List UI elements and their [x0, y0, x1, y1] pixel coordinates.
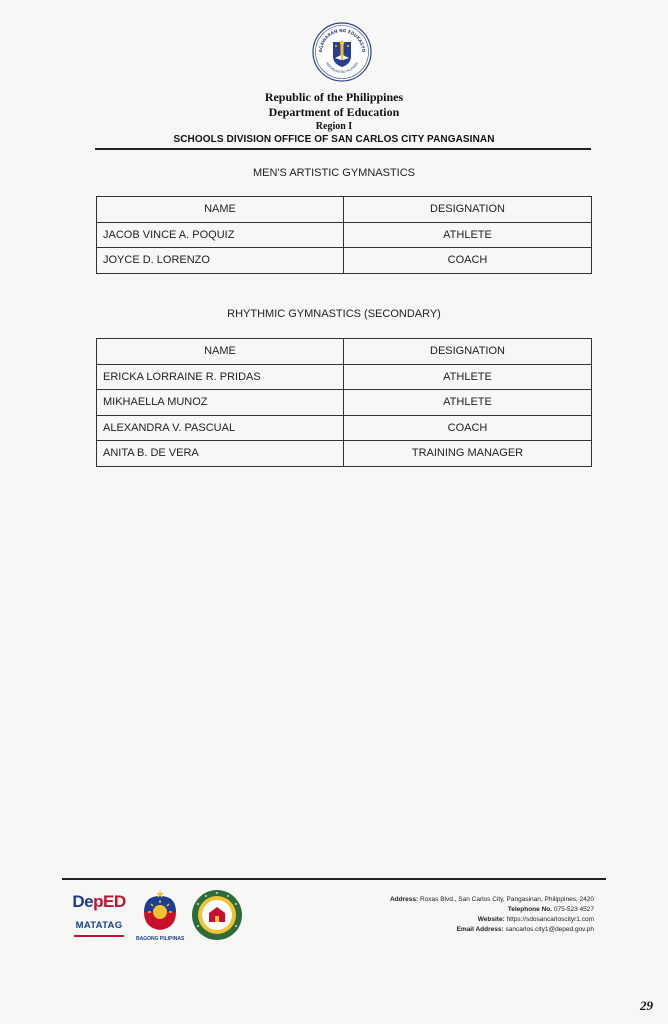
footer-divider [62, 878, 606, 880]
section-title: MEN'S ARTISTIC GYMNASTICS [252, 167, 416, 179]
table-row [97, 441, 592, 467]
website-line: Website: https://sdosancarloscityr1.com [477, 916, 594, 923]
column-header-designation: DESIGNATION [344, 197, 592, 223]
column-header-designation: DESIGNATION [344, 339, 592, 365]
contact-block [390, 895, 594, 935]
header-divider [95, 148, 591, 150]
deped-matatag-logo [68, 890, 130, 946]
section-title: RHYTHMIC GYMNASTICS (SECONDARY) [227, 308, 441, 320]
table-header-row [97, 339, 592, 365]
header-region: Region I [315, 121, 353, 132]
cell-designation: ATHLETE [344, 364, 592, 390]
header-republic: Republic of the Philippines [264, 90, 404, 104]
cell-designation: ATHLETE [344, 390, 592, 416]
header-department: Department of Education [268, 105, 400, 119]
svg-text:REPUBLIKA NG PILIPINAS: REPUBLIKA NG PILIPINAS [324, 61, 360, 75]
table-row [97, 364, 592, 390]
bagong-pilipinas-caption: BAGONG PILIPINAS [136, 936, 185, 942]
deped-seal-icon [312, 22, 372, 82]
cell-designation: ATHLETE [344, 222, 592, 248]
deped-underline [74, 935, 124, 937]
matatag-wordmark: MATATAG [75, 920, 123, 931]
table-row [97, 415, 592, 441]
telephone-line: Telephone No. 075-523 4527 [507, 906, 594, 913]
table-row [97, 390, 592, 416]
table-row [97, 222, 592, 248]
page-number: 29 [640, 998, 653, 1013]
bagong-pilipinas-logo [136, 888, 184, 946]
roster-table [96, 338, 592, 467]
cell-designation: COACH [344, 248, 592, 274]
deped-wordmark: DepED [72, 892, 126, 911]
table-row [97, 248, 592, 274]
cell-name: ANITA B. DE VERA [97, 441, 344, 467]
svg-text:KAGAWARAN NG EDUKASYON: AGAWARAN NG EDUKASYO [317, 27, 367, 53]
header-division-office: SCHOOLS DIVISION OFFICE OF SAN CARLOS CITY PANGASINAN [173, 134, 495, 145]
roster-table [96, 196, 592, 274]
cell-name: ERICKA LORRAINE R. PRIDAS [97, 364, 344, 390]
column-header-name: NAME [97, 339, 344, 365]
cell-designation: COACH [344, 415, 592, 441]
email-line: Email Address: sancarlos.city1@deped.gov.ph [456, 926, 594, 933]
division-seal-icon [191, 889, 243, 941]
column-header-name: NAME [97, 197, 344, 223]
cell-name: JOYCE D. LORENZO [97, 248, 344, 274]
address-line: Address: Roxas Blvd., San Carlos City, Pangasinan, Philippines, 2420 [389, 896, 594, 903]
cell-name: ALEXANDRA V. PASCUAL [97, 415, 344, 441]
cell-name: JACOB VINCE A. POQUIZ [97, 222, 344, 248]
cell-name: MIKHAELLA MUNOZ [97, 390, 344, 416]
bagong-pilipinas-icon [136, 888, 184, 936]
table-header-row [97, 197, 592, 223]
cell-designation: TRAINING MANAGER [344, 441, 592, 467]
